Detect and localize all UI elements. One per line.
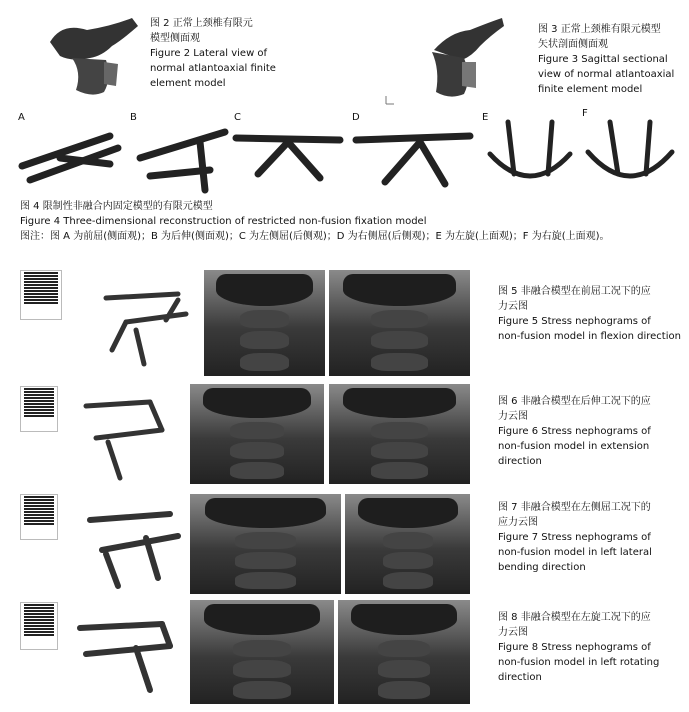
figure-3-title-en-end: finite element model: [538, 84, 643, 95]
figure-7-caption: [498, 500, 652, 575]
figure-8-title-zh-cont: 力云图: [498, 627, 528, 638]
figure-4-title-zh: 图 4 限制性非融合内固定模型的有限元模型: [20, 201, 213, 212]
figure-3-title-zh: 图 3 正常上颈椎有限元模型: [538, 24, 661, 35]
atlantoaxial-sagittal-model: [380, 12, 510, 106]
figure-6-stress-nephogram-right: [329, 384, 470, 484]
figure-7-stress-nephogram-left: [190, 494, 341, 594]
figure-8-legend: [20, 602, 58, 650]
panel-label-c: C: [234, 112, 241, 123]
figure-5-title-en: Figure 5 Stress nephograms of: [498, 316, 651, 327]
figure-2-title-zh-cont: 模型侧面观: [150, 33, 200, 44]
figure-3-image: [380, 12, 510, 106]
figure-2-image: [42, 12, 144, 104]
figure-5-title-zh-cont: 力云图: [498, 301, 528, 312]
figure-7-legend: [20, 494, 58, 540]
figure-8-title-en: Figure 8 Stress nephograms of: [498, 642, 651, 653]
figure-6-title-zh-cont: 力云图: [498, 411, 528, 422]
panel-b-extension-model: [140, 132, 225, 190]
panel-label-a: A: [18, 112, 25, 123]
figure-3-caption: [538, 22, 674, 97]
figure-6-title-en-end: direction: [498, 456, 542, 467]
panel-label-b: B: [130, 112, 137, 123]
panel-d-right-bending-model: [356, 136, 470, 184]
figure-7-title-zh: 图 7 非融合模型在左侧屈工况下的: [498, 502, 651, 513]
figure-6-title-en: Figure 6 Stress nephograms of: [498, 426, 651, 437]
figure-5-title-zh: 图 5 非融合模型在前屈工况下的应: [498, 286, 651, 297]
figure-6-legend: [20, 386, 58, 432]
figure-5-stress-nephogram-left: [204, 270, 325, 376]
figure-7-title-en: Figure 7 Stress nephograms of: [498, 532, 651, 543]
panel-e-left-rotation-model: [490, 122, 570, 176]
panel-label-e: E: [482, 112, 489, 123]
panel-c-left-bending-model: [236, 138, 340, 178]
figure-4-caption: [20, 199, 610, 244]
figure-6-caption: [498, 394, 651, 469]
figure-2-title-zh: 图 2 正常上颈椎有限元: [150, 18, 253, 29]
figure-5-legend: [20, 270, 62, 320]
figure-3-title-en: Figure 3 Sagittal sectional: [538, 54, 668, 65]
figure-8-stress-nephogram-right: [338, 600, 470, 704]
figure-6-fixation-model: [66, 392, 186, 482]
figure-2-title-en-end: element model: [150, 78, 226, 89]
figure-8-title-zh: 图 8 非融合模型在左旋工况下的应: [498, 612, 651, 623]
panel-label-f: F: [582, 108, 588, 119]
figure-7-fixation-model: [66, 494, 186, 592]
figure-4-panels: [0, 118, 689, 200]
figure-5-caption: [498, 284, 681, 344]
figure-8-title-en-end: direction: [498, 672, 542, 683]
figure-5-fixation-model: [66, 270, 198, 370]
figure-2-title-en: Figure 2 Lateral view of: [150, 48, 268, 59]
figure-8-caption: [498, 610, 659, 685]
figure-7-title-en-cont: non-fusion model in left lateral: [498, 547, 652, 558]
figure-4-title-en: Figure 4 Three-dimensional reconstruction of restricted non-fusion fixation model: [20, 216, 427, 227]
figure-6-stress-nephogram-left: [190, 384, 324, 484]
figure-7-title-en-end: bending direction: [498, 562, 586, 573]
panel-a-flexion-model: [22, 136, 118, 180]
panel-label-d: D: [352, 112, 360, 123]
figure-8-stress-nephogram-left: [190, 600, 334, 704]
figure-8-title-en-cont: non-fusion model in left rotating: [498, 657, 660, 668]
figure-3-title-zh-cont: 矢状剖面侧面观: [538, 39, 608, 50]
figure-2-title-en-cont: normal atlantoaxial finite: [150, 63, 276, 74]
figure-4-note: 图注：图 A 为前屈(侧面观)；B 为后伸(侧面观)；C 为左侧屈(后侧观)；D 为右侧屈(后侧观)；E 为左旋(上面观)；F 为右旋(上面观)。: [20, 231, 610, 242]
figure-5-stress-nephogram-right: [329, 270, 470, 376]
figure-6-title-en-cont: non-fusion model in extension: [498, 441, 650, 452]
panel-f-right-rotation-model: [588, 122, 672, 176]
figure-8-fixation-model: [66, 604, 186, 702]
figure-5-title-en-cont: non-fusion model in flexion direction: [498, 331, 681, 342]
figure-7-stress-nephogram-right: [345, 494, 470, 594]
figure-2-caption: [150, 16, 276, 91]
figure-6-title-zh: 图 6 非融合模型在后伸工况下的应: [498, 396, 651, 407]
atlantoaxial-lateral-model: [42, 12, 144, 104]
figure-3-title-en-cont: view of normal atlantoaxial: [538, 69, 675, 80]
figure-7-title-zh-cont: 应力云图: [498, 517, 538, 528]
